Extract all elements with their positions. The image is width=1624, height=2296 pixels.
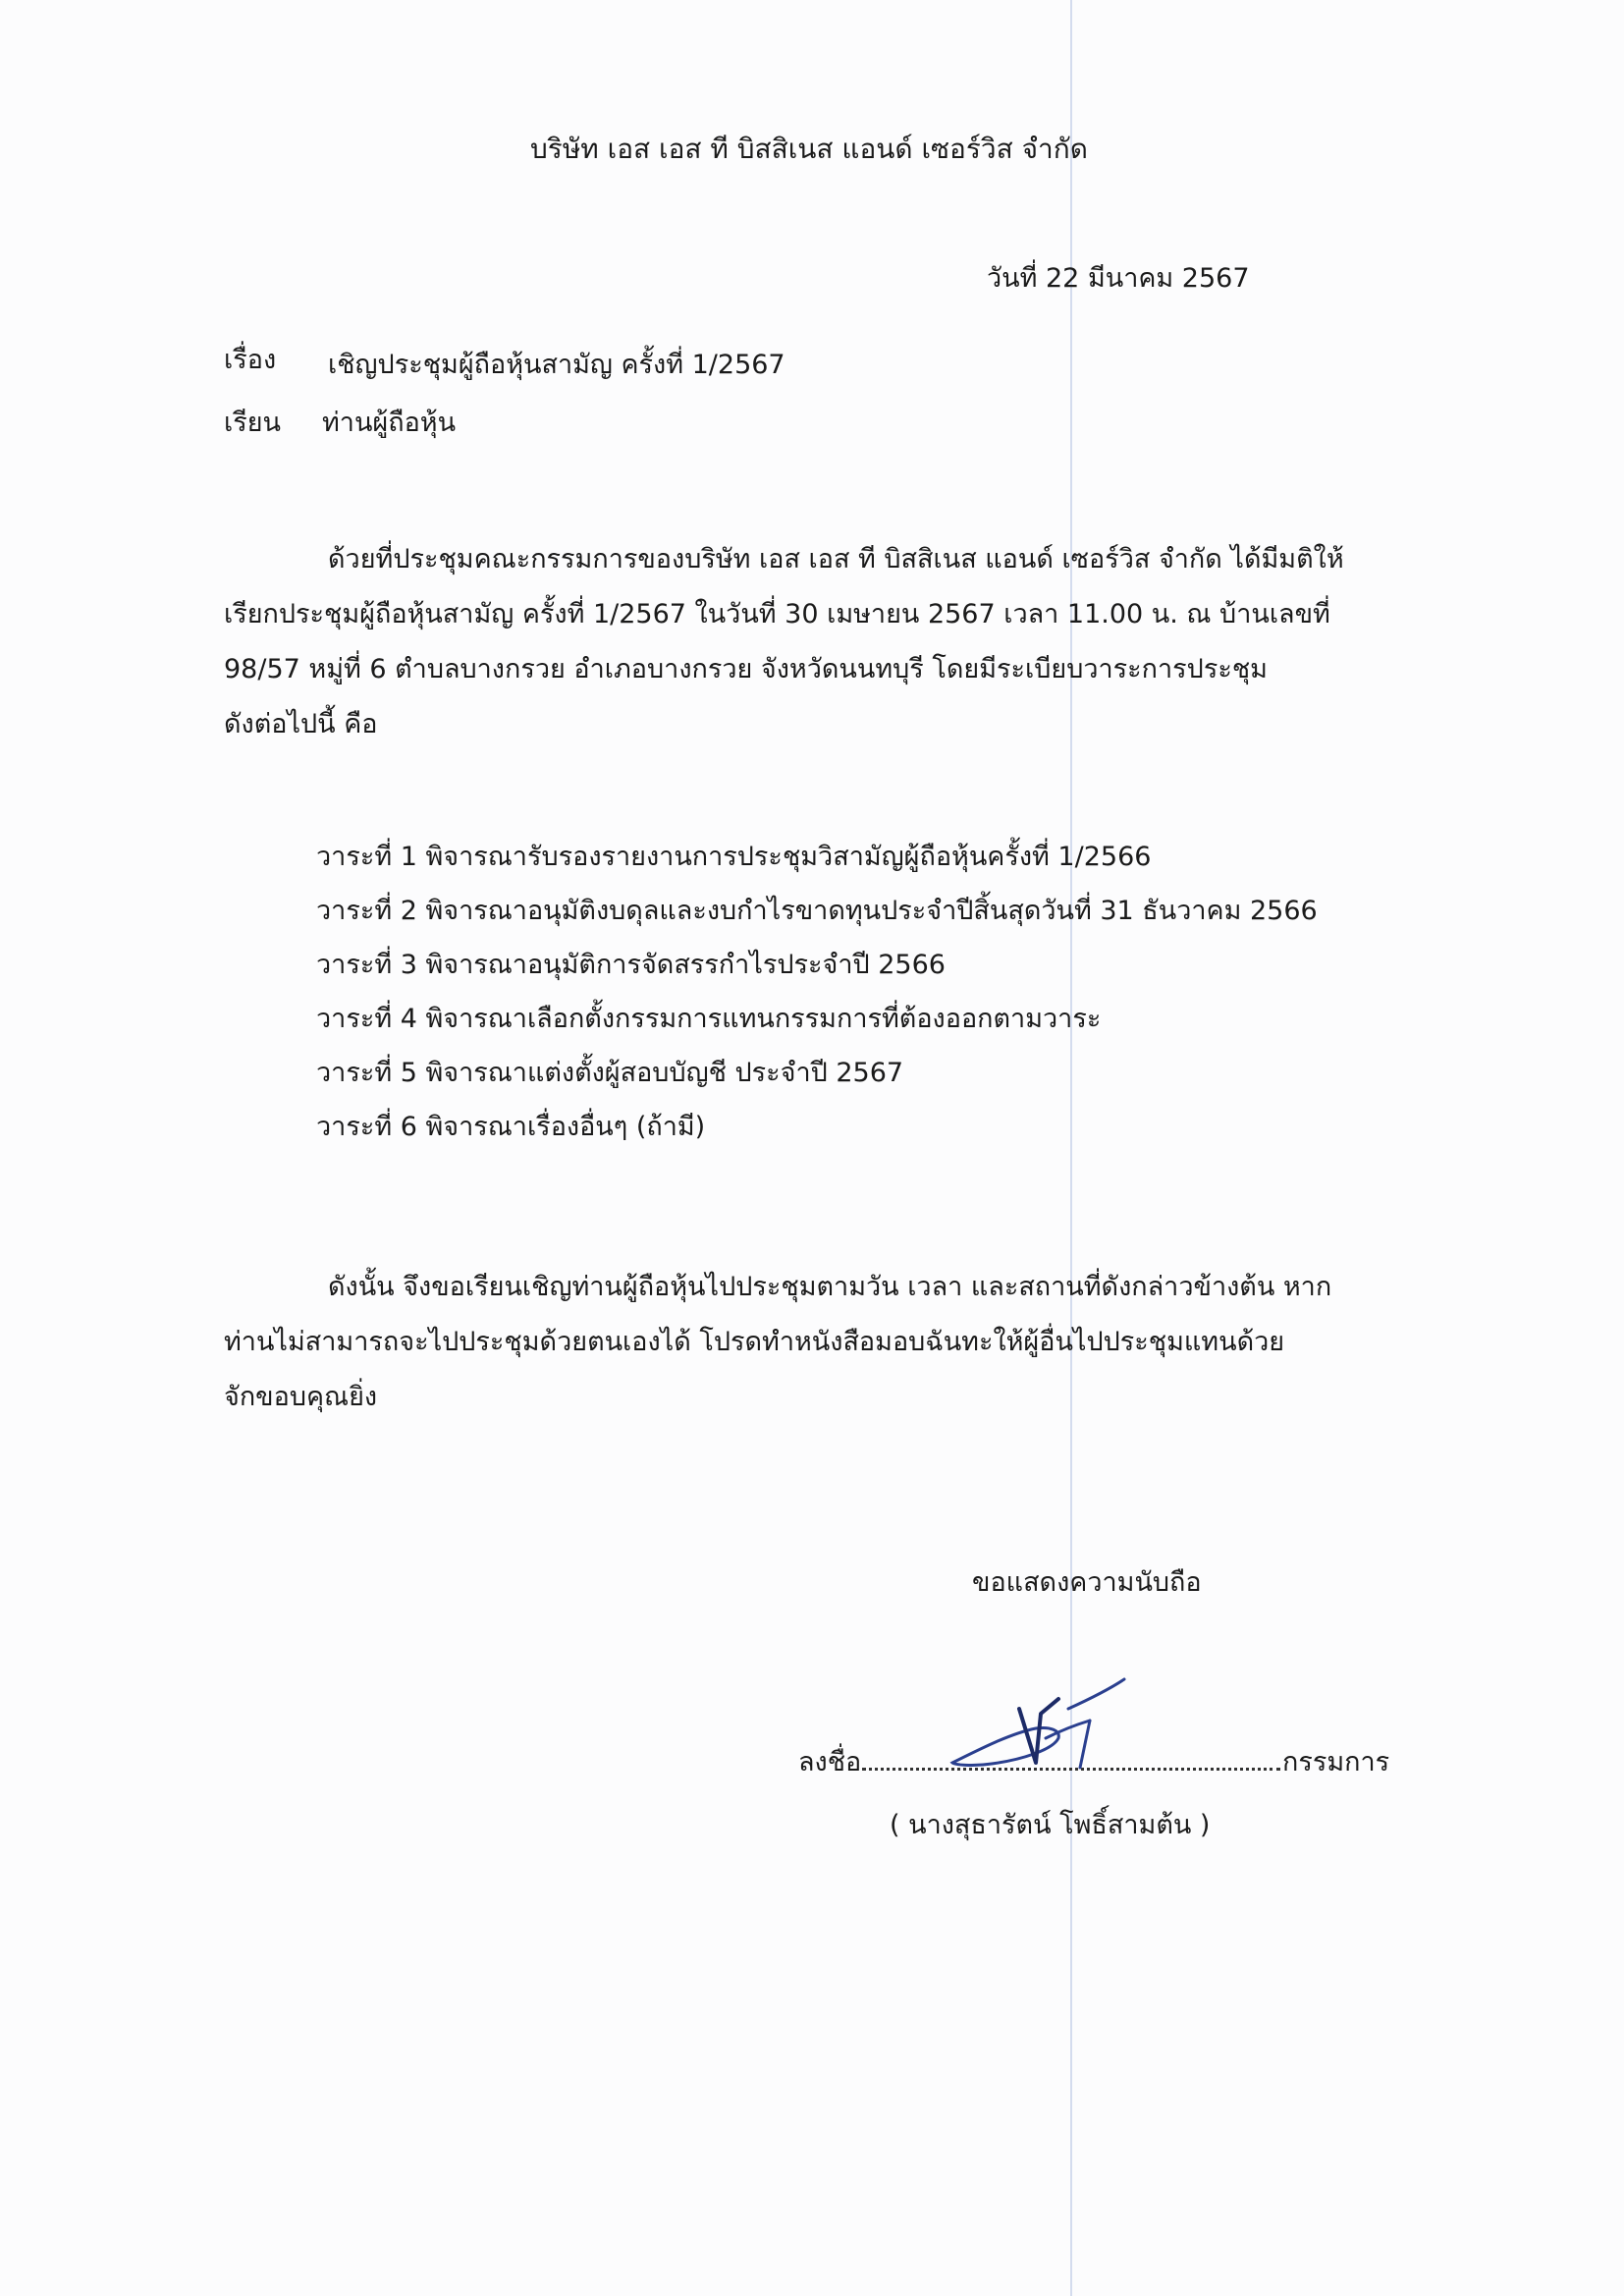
intro-line: ดังต่อไปนี้ คือ (224, 709, 378, 739)
intro-paragraph (224, 532, 1382, 752)
agenda-item: วาระที่ 3 พิจารณาอนุมัติการจัดสรรกำไรประจำปี 2566 (316, 950, 946, 980)
agenda-item: วาระที่ 2 พิจารณาอนุมัติงบดุลและงบกำไรขาดทุนประจำปีสิ้นสุดวันที่ 31 ธันวาคม 2566 (316, 896, 1318, 926)
agenda-item: วาระที่ 1 พิจารณารับรองรายงานการประชุมวิสามัญผู้ถือหุ้นครั้งที่ 1/2566 (316, 842, 1152, 872)
agenda-item: วาระที่ 6 พิจารณาเรื่องอื่นๆ (ถ้ามี) (316, 1112, 706, 1142)
recipient-label: เรียน (224, 408, 282, 438)
agenda-item: วาระที่ 4 พิจารณาเลือกตั้งกรรมการแทนกรรมการที่ต้องออกตามวาระ (316, 1004, 1102, 1034)
subject-label: เรื่อง (224, 345, 277, 375)
signer-name: ( นางสุธารัตน์ โพธิ์สามต้น ) (890, 1810, 1211, 1840)
closing-line: ท่านไม่สามารถจะไปประชุมด้วยตนเองได้ โปรดทำหนังสือมอบฉันทะให้ผู้อื่นไปประชุมแทนด้วย (224, 1327, 1285, 1357)
agenda-list (316, 830, 1318, 1154)
subject-text: เชิญประชุมผู้ถือหุ้นสามัญ ครั้งที่ 1/2567 (328, 350, 785, 380)
signature-label: ลงชื่อ (798, 1747, 862, 1777)
intro-line: 98/57 หมู่ที่ 6 ตำบลบางกรวย อำเภอบางกรวย จังหวัดนนทบุรี โดยมีระเบียบวาระการประชุม (224, 654, 1268, 684)
company-heading: บริษัท เอส เอส ที บิสสิเนส แอนด์ เซอร์วิส จำกัด (530, 133, 1088, 165)
letter-date: วันที่ 22 มีนาคม 2567 (987, 263, 1250, 294)
closing-paragraph (224, 1260, 1382, 1425)
handwritten-signature (943, 1669, 1159, 1787)
agenda-item: วาระที่ 5 พิจารณาแต่งตั้งผู้สอบบัญชี ประจำปี 2567 (316, 1058, 904, 1088)
intro-line: เรียกประชุมผู้ถือหุ้นสามัญ ครั้งที่ 1/2567 ในวันที่ 30 เมษายน 2567 เวลา 11.00 น. ณ บ้านเลขที่ (224, 599, 1330, 629)
recipient-text: ท่านผู้ถือหุ้น (322, 408, 457, 438)
closing-salutation: ขอแสดงความนับถือ (972, 1567, 1202, 1598)
intro-line: ด้วยที่ประชุมคณะกรรมการของบริษัท เอส เอส ที บิสสิเนส แอนด์ เซอร์วิส จำกัด ได้มีมติให้ (328, 544, 1344, 574)
signer-role: กรรมการ (1282, 1747, 1390, 1777)
closing-line: จักขอบคุณยิ่ง (224, 1382, 378, 1412)
closing-line: ดังนั้น จึงขอเรียนเชิญท่านผู้ถือหุ้นไปประชุมตามวัน เวลา และสถานที่ดังกล่าวข้างต้น หาก (328, 1272, 1332, 1302)
